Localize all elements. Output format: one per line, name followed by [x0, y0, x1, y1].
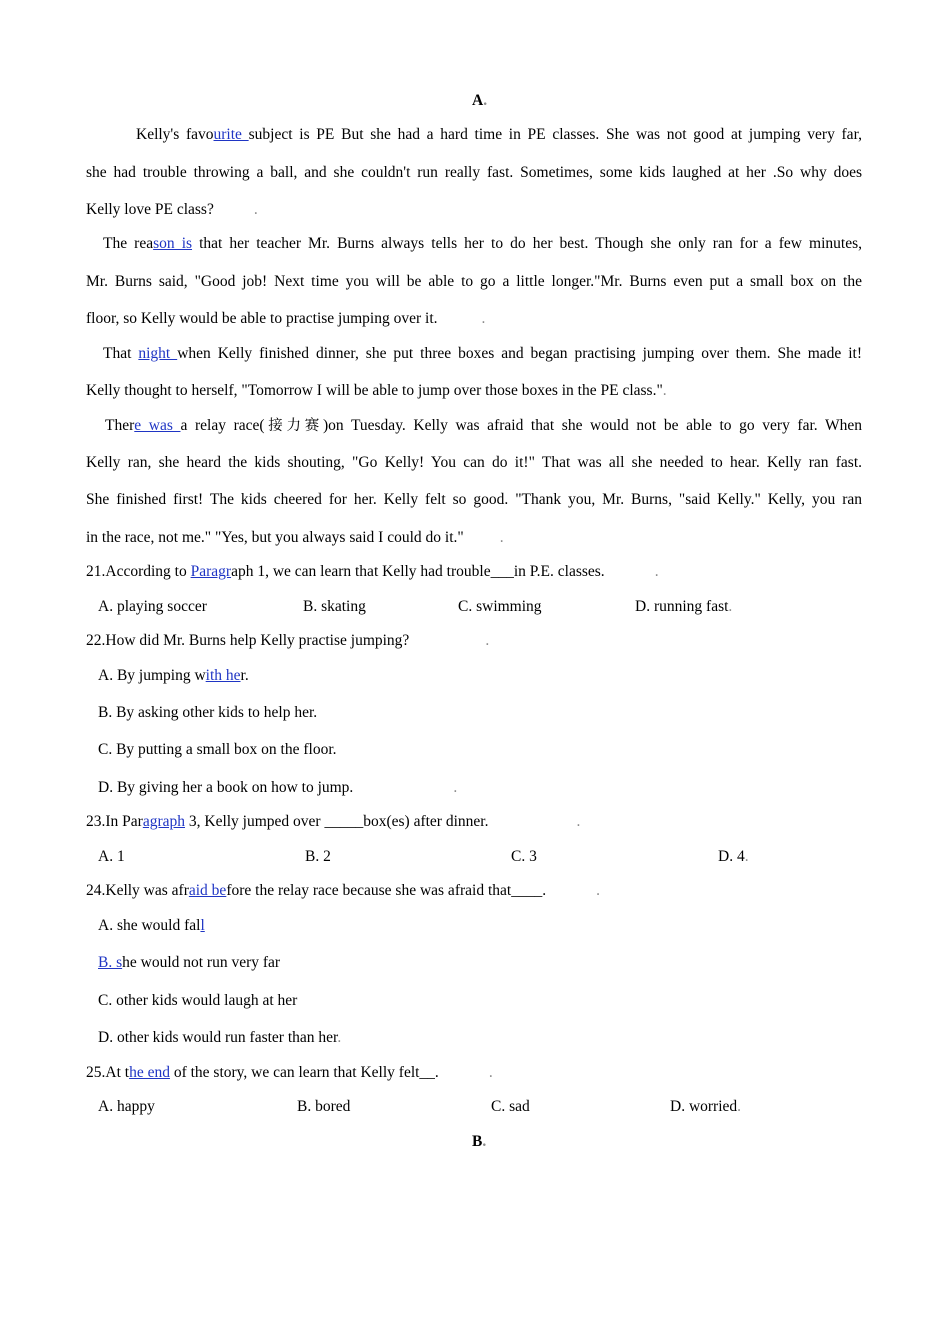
question-23-stem: 23.In Paragraph 3, Kelly jumped over _____box(es) after dinner. . — [86, 813, 581, 830]
question-25-stem: 25.At the end of the story, we can learn that Kelly felt__. . — [86, 1064, 493, 1081]
option-a[interactable]: A. 1 — [98, 848, 125, 865]
option-a[interactable]: A. By jumping with her. — [98, 667, 249, 684]
passage-link[interactable]: night — [138, 345, 178, 362]
option-b[interactable]: B. she would not run very far — [98, 954, 281, 971]
passage-line: Mr. Burns said, "Good job! Next time you will be able to go a little longer."Mr. Burns even put a small box on the — [86, 273, 862, 290]
question-21-stem: 21.According to Paragraph 1, we can learn that Kelly had trouble___in P.E. classes. . — [86, 563, 659, 580]
question-link[interactable]: ith he — [205, 667, 241, 684]
passage-line: Kelly's favourite subject is PE But she had a hard time in PE classes. She was not good at jumping very far, — [136, 126, 862, 143]
option-d[interactable]: D. worried. — [670, 1098, 742, 1115]
passage-line: That night when Kelly finished dinner, she put three boxes and began practising jumping over them. She made it! — [103, 345, 862, 362]
option-d[interactable]: D. other kids would run faster than her. — [98, 1029, 342, 1046]
option-a[interactable]: A. happy — [98, 1098, 155, 1115]
passage-line: Kelly ran, she heard the kids shouting, "Go Kelly! You can do it!" That was all she needed to hear. Kelly ran fast. — [86, 454, 862, 471]
passage-line: The reason is that her teacher Mr. Burns always tells her to do her best. Though she only ran for a few minutes, — [103, 235, 862, 252]
option-c[interactable]: C. By putting a small box on the floor. — [98, 741, 337, 758]
option-b[interactable]: B. 2 — [305, 848, 331, 865]
question-22-stem: 22.How did Mr. Burns help Kelly practise jumping? . — [86, 632, 490, 649]
passage-line: Kelly thought to herself, "Tomorrow I will be able to jump over those boxes in the PE class.". — [86, 382, 667, 399]
option-c[interactable]: C. 3 — [511, 848, 537, 865]
option-d[interactable]: D. 4. — [718, 848, 749, 865]
passage-line: Kelly love PE class? . — [86, 201, 258, 218]
option-b[interactable]: B. skating — [303, 598, 366, 615]
question-link[interactable]: B. s — [98, 954, 123, 971]
passage-line: in the race, not me." "Yes, but you always said I could do it." . — [86, 529, 504, 546]
question-link[interactable]: he end — [129, 1064, 170, 1081]
question-link[interactable]: agraph — [142, 813, 185, 830]
option-c[interactable]: C. other kids would laugh at her — [98, 992, 298, 1009]
question-link[interactable]: aid be — [188, 882, 227, 899]
option-b[interactable]: B. By asking other kids to help her. — [98, 704, 318, 721]
passage-link[interactable]: urite — [213, 126, 249, 143]
passage-line: she had trouble throwing a ball, and she couldn't run really fast. Sometimes, some kids laughed at her .So why does — [86, 164, 862, 181]
section-a-heading: A. — [472, 92, 488, 109]
passage-line: There was a relay race(接力赛)on Tuesday. Kelly was afraid that she would not be able to go very far. When — [105, 417, 862, 434]
passage-line: She finished first! The kids cheered for her. Kelly felt so good. "Thank you, Mr. Burns, "said Kelly." Kelly, you ran — [86, 491, 862, 508]
option-b[interactable]: B. bored — [297, 1098, 351, 1115]
option-d[interactable]: D. By giving her a book on how to jump. . — [98, 779, 458, 796]
question-link[interactable]: l — [200, 917, 205, 934]
question-link[interactable]: Paragr — [190, 563, 232, 580]
option-a[interactable]: A. playing soccer — [98, 598, 207, 615]
option-c[interactable]: C. sad — [491, 1098, 530, 1115]
passage-line: floor, so Kelly would be able to practise jumping over it. . — [86, 310, 486, 327]
option-c[interactable]: C. swimming — [458, 598, 542, 615]
passage-link[interactable]: son is — [153, 235, 193, 252]
passage-link[interactable]: e was — [134, 417, 181, 434]
option-a[interactable]: A. she would fall — [98, 917, 205, 934]
section-b-heading: B. — [472, 1133, 487, 1150]
option-d[interactable]: D. running fast. — [635, 598, 733, 615]
question-24-stem: 24.Kelly was afraid before the relay race because she was afraid that____. . — [86, 882, 600, 899]
